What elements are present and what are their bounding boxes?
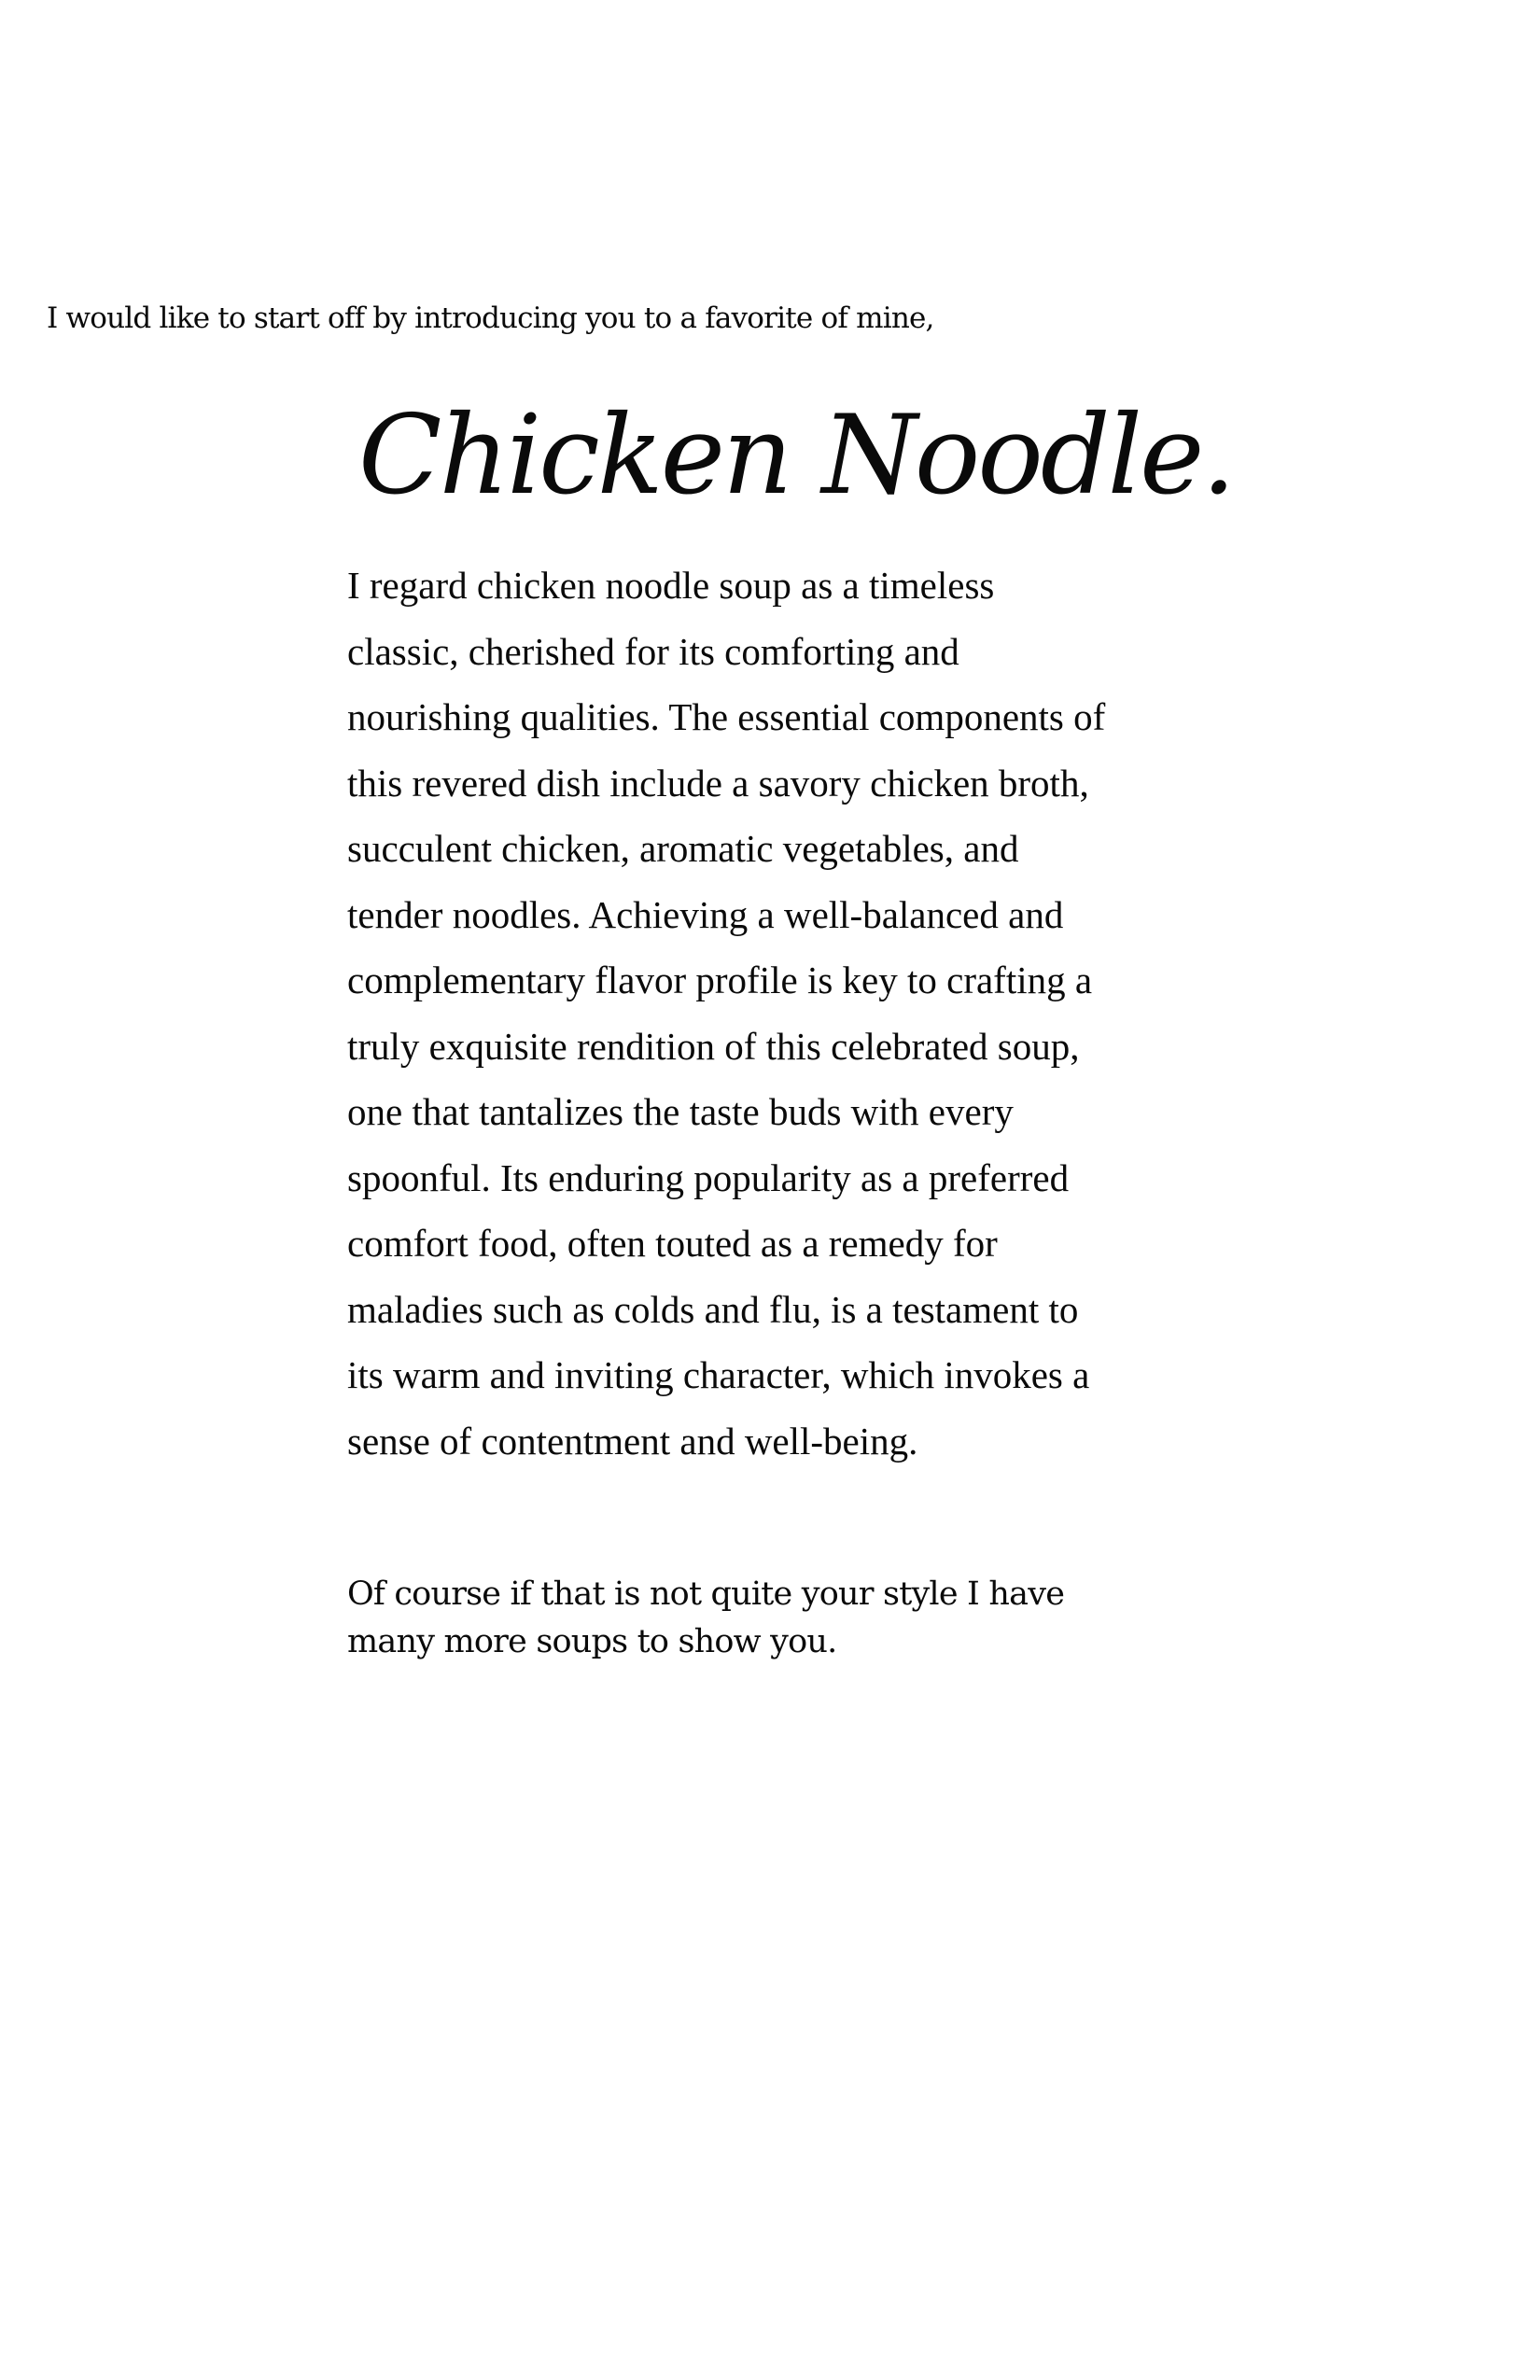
paragraph-line: truly exquisite rendition of this celebrated soup,: [347, 1024, 1080, 1068]
paragraph-line: classic, cherished for its comforting and: [347, 629, 959, 673]
paragraph-line: one that tantalizes the taste buds with every: [347, 1090, 1014, 1133]
paragraph-line: tender noodles. Achieving a well-balanced and: [347, 892, 1064, 936]
paragraph-line: this revered dish include a savory chicken broth,: [347, 761, 1089, 805]
closing-line: many more soups to show you.: [347, 1623, 837, 1660]
description-paragraph: [347, 553, 1187, 1474]
paragraph-line: succulent chicken, aromatic vegetables, and: [347, 827, 1019, 870]
paragraph-line: sense of contentment and well-being.: [347, 1419, 918, 1463]
closing-line: Of course if that is not quite your style I have: [347, 1575, 1065, 1613]
paragraph-line: complementary flavor profile is key to crafting a: [347, 959, 1093, 1001]
paragraph-line: spoonful. Its enduring popularity as a preferred: [347, 1155, 1070, 1199]
paragraph-line: nourishing qualities. The essential components of: [347, 695, 1106, 738]
intro-sentence: I would like to start off by introducing you to a favorite of mine,: [47, 301, 934, 335]
paragraph-line: I regard chicken noodle soup as a timeless: [347, 564, 995, 607]
paragraph-line: its warm and inviting character, which invokes a: [347, 1353, 1090, 1396]
page-title: Chicken Noodle.: [358, 391, 1234, 519]
closing-paragraph: [347, 1571, 1187, 1666]
paragraph-line: comfort food, often touted as a remedy for: [347, 1222, 998, 1265]
paragraph-line: maladies such as colds and flu, is a testament to: [347, 1287, 1079, 1331]
